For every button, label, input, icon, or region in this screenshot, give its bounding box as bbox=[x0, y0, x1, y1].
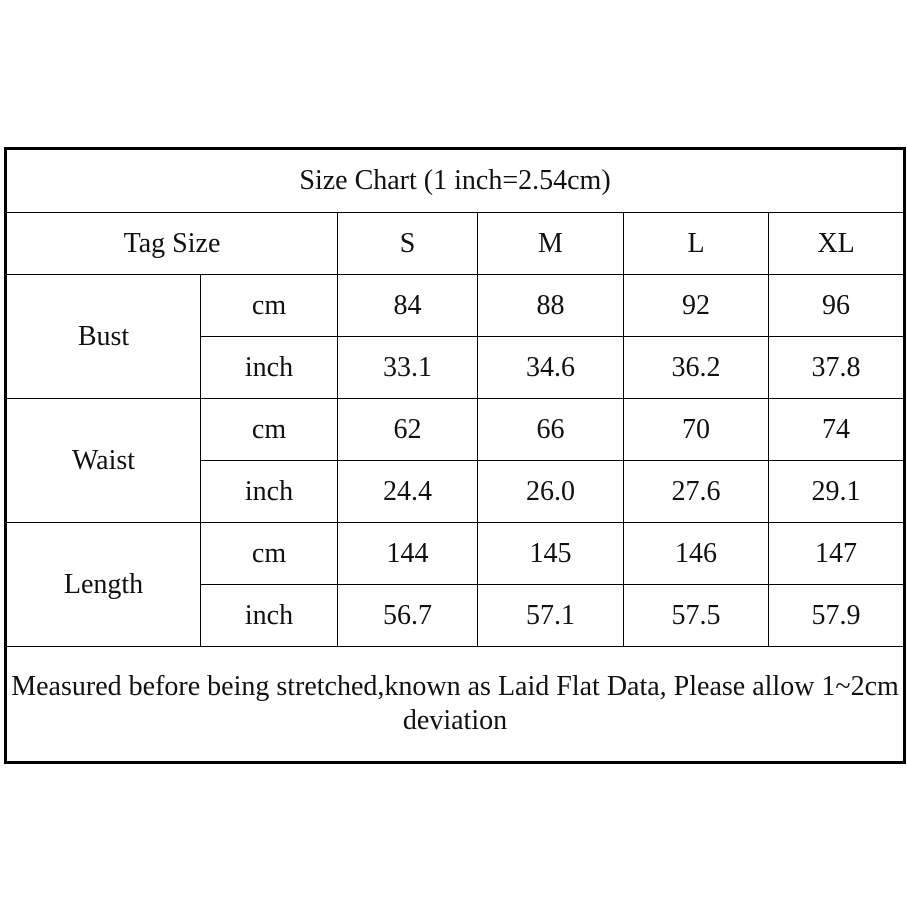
value-cell: 33.1 bbox=[338, 337, 478, 399]
chart-title: Size Chart (1 inch=2.54cm) bbox=[6, 149, 905, 213]
table-row bbox=[6, 275, 905, 337]
unit-label: inch bbox=[201, 337, 338, 399]
measurement-name-length: Length bbox=[6, 523, 201, 647]
measurement-name-bust: Bust bbox=[6, 275, 201, 399]
size-header-xl: XL bbox=[769, 213, 905, 275]
value-cell: 146 bbox=[624, 523, 769, 585]
unit-label: cm bbox=[201, 399, 338, 461]
value-cell: 56.7 bbox=[338, 585, 478, 647]
value-cell: 36.2 bbox=[624, 337, 769, 399]
size-header-l: L bbox=[624, 213, 769, 275]
unit-label: inch bbox=[201, 461, 338, 523]
measurement-note: Measured before being stretched,known as Laid Flat Data, Please allow 1~2cm deviation bbox=[6, 647, 905, 763]
value-cell: 147 bbox=[769, 523, 905, 585]
size-chart-table bbox=[4, 147, 906, 764]
title-row bbox=[6, 149, 905, 213]
value-cell: 70 bbox=[624, 399, 769, 461]
value-cell: 57.1 bbox=[478, 585, 624, 647]
note-row bbox=[6, 647, 905, 763]
value-cell: 74 bbox=[769, 399, 905, 461]
value-cell: 66 bbox=[478, 399, 624, 461]
unit-label: inch bbox=[201, 585, 338, 647]
tag-size-label: Tag Size bbox=[6, 213, 338, 275]
header-row bbox=[6, 213, 905, 275]
measurement-name-waist: Waist bbox=[6, 399, 201, 523]
value-cell: 26.0 bbox=[478, 461, 624, 523]
value-cell: 24.4 bbox=[338, 461, 478, 523]
unit-label: cm bbox=[201, 523, 338, 585]
table-row bbox=[6, 523, 905, 585]
size-header-m: M bbox=[478, 213, 624, 275]
size-header-s: S bbox=[338, 213, 478, 275]
value-cell: 92 bbox=[624, 275, 769, 337]
value-cell: 37.8 bbox=[769, 337, 905, 399]
value-cell: 34.6 bbox=[478, 337, 624, 399]
value-cell: 144 bbox=[338, 523, 478, 585]
value-cell: 96 bbox=[769, 275, 905, 337]
size-chart-container bbox=[4, 147, 903, 760]
table-row bbox=[6, 399, 905, 461]
value-cell: 84 bbox=[338, 275, 478, 337]
value-cell: 27.6 bbox=[624, 461, 769, 523]
value-cell: 88 bbox=[478, 275, 624, 337]
value-cell: 57.5 bbox=[624, 585, 769, 647]
unit-label: cm bbox=[201, 275, 338, 337]
value-cell: 57.9 bbox=[769, 585, 905, 647]
value-cell: 145 bbox=[478, 523, 624, 585]
value-cell: 62 bbox=[338, 399, 478, 461]
value-cell: 29.1 bbox=[769, 461, 905, 523]
